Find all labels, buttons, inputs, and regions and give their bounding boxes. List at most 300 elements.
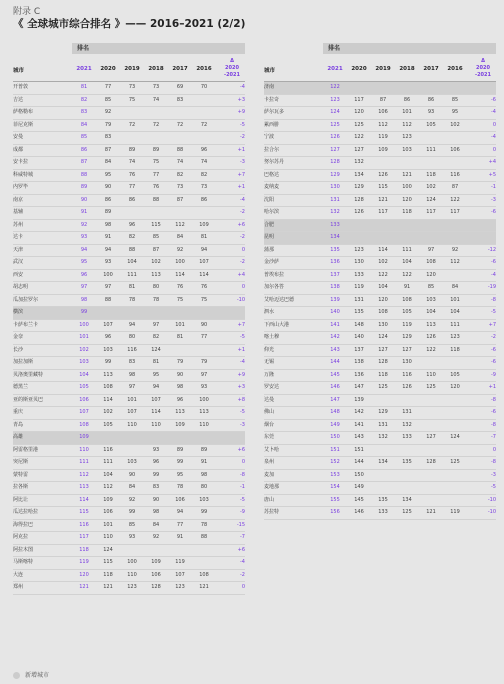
rank-change-cell: 0	[241, 246, 245, 253]
rank-change-cell: -3	[491, 196, 496, 203]
rank-cell-2018: 86	[403, 96, 411, 103]
table-row	[13, 532, 245, 545]
rank-change-cell: +3	[237, 96, 245, 103]
rank-cell-2020: 97	[104, 284, 112, 290]
rank-cell-2020: 93	[104, 259, 112, 265]
rank-cell-2020: 86	[104, 196, 112, 203]
table-row	[264, 357, 496, 370]
rank-cell-2019: 118	[378, 371, 388, 378]
rank-change-cell: +1	[237, 146, 245, 153]
rank-cell-2016: 117	[450, 209, 460, 215]
rank-cell-2020: 100	[103, 271, 113, 278]
rank-cell-2019: 134	[378, 459, 388, 465]
city-name: 蒲那	[264, 246, 275, 253]
rank-cell-2017: 73	[176, 184, 184, 190]
rank-cell-2019: 110	[127, 571, 137, 578]
rank-cell-2017: 109	[175, 421, 185, 428]
rank-cell-2017: 84	[176, 234, 184, 240]
rank-cell-2021: 81	[80, 84, 88, 90]
rank-cell-2017: 88	[176, 146, 184, 153]
year-header-2018: 2018	[148, 66, 164, 72]
year-header-2018: 2018	[399, 66, 415, 72]
rank-cell-2018: 104	[402, 259, 412, 265]
rank-cell-2019: 122	[378, 271, 388, 278]
rank-cell-2016: 122	[450, 196, 460, 203]
rank-cell-2018: 95	[152, 371, 160, 378]
rank-cell-2016: 94	[200, 246, 208, 253]
legend-label: 新增城市	[25, 672, 50, 679]
table-row	[264, 470, 496, 483]
city-name: 拉合尔	[264, 146, 280, 153]
rank-cell-2021: 98	[80, 296, 88, 303]
rank-cell-2021: 115	[79, 509, 89, 515]
table-row	[264, 495, 496, 508]
rank-cell-2020: 134	[354, 171, 364, 178]
city-name: 海得拉巴	[13, 521, 34, 528]
table-row	[13, 407, 245, 420]
rank-cell-2021: 110	[79, 446, 89, 453]
rank-cell-2016: 109	[199, 221, 209, 228]
rank-cell-2018: 129	[402, 334, 412, 340]
table-row	[13, 307, 245, 320]
rank-cell-2017: 85	[427, 284, 435, 290]
rank-cell-2016: 79	[200, 359, 208, 365]
table-row	[13, 220, 245, 233]
city-name: 瓜达拉哈拉	[13, 509, 39, 515]
new-city-legend-swatch	[13, 672, 20, 679]
rank-cell-2019: 130	[378, 321, 388, 328]
rank-cell-2018: 111	[402, 246, 412, 253]
city-name: 重庆	[13, 409, 24, 415]
rank-change-cell: -5	[240, 409, 245, 415]
rank-change-cell: -7	[240, 534, 245, 540]
rank-cell-2021: 133	[330, 221, 340, 228]
table-row	[13, 295, 245, 308]
city-name: 昆明	[264, 234, 275, 240]
city-name: 亚的斯亚贝巴	[13, 396, 44, 403]
city-name: 拉各斯	[13, 484, 29, 490]
table-row	[264, 320, 496, 333]
rank-cell-2021: 141	[330, 321, 340, 328]
table-row	[264, 370, 496, 383]
rank-cell-2021: 91	[80, 209, 88, 215]
rank-cell-2021: 123	[330, 96, 340, 103]
rank-cell-2021: 147	[330, 396, 340, 403]
rank-cell-2020: 83	[104, 134, 112, 140]
city-name: 普埃布拉	[264, 271, 285, 278]
rank-cell-2021: 136	[330, 259, 340, 265]
rank-cell-2016: 106	[450, 146, 460, 153]
city-name: 无锡	[264, 359, 275, 365]
rank-cell-2017: 76	[176, 284, 184, 290]
rank-cell-2019: 114	[378, 246, 388, 253]
table-row	[13, 232, 245, 245]
city-name: 沈阳	[264, 196, 275, 203]
table-row	[13, 395, 245, 408]
rank-cell-2017: 78	[176, 484, 184, 490]
rank-change-cell: -4	[240, 196, 245, 203]
rank-change-cell: -1	[240, 484, 245, 490]
rank-cell-2017: 87	[176, 196, 184, 203]
rank-cell-2016: 114	[199, 271, 209, 278]
rank-cell-2020: 133	[354, 271, 364, 278]
rank-cell-2018: 126	[402, 384, 412, 390]
rank-cell-2017: 90	[176, 371, 184, 378]
rank-cell-2020: 137	[354, 346, 364, 353]
rank-cell-2017: 121	[426, 509, 436, 515]
table-row	[264, 120, 496, 133]
rank-change-cell: +1	[237, 346, 245, 353]
rank-cell-2018: 119	[402, 321, 412, 328]
appendix-label: 附录 C	[13, 7, 41, 17]
city-name: 金奈	[13, 334, 24, 340]
rank-change-cell: +3	[237, 384, 245, 390]
rank-cell-2018: 134	[402, 496, 412, 503]
rank-change-cell: -10	[236, 296, 245, 303]
rank-cell-2021: 122	[330, 84, 340, 90]
column-header-row	[13, 56, 245, 82]
rank-change-cell: -5	[240, 496, 245, 503]
rank-cell-2021: 152	[330, 459, 340, 465]
city-name: 麦加	[264, 471, 275, 478]
table-row	[264, 407, 496, 420]
rank-cell-2019: 100	[127, 559, 137, 565]
rank-cell-2019: 102	[378, 259, 388, 265]
rank-cell-2019: 124	[378, 334, 388, 340]
rank-cell-2016: 112	[450, 259, 460, 265]
rank-cell-2016: 82	[200, 171, 208, 178]
table-row	[13, 370, 245, 383]
rank-change-cell: 0	[241, 284, 245, 290]
rank-cell-2020: 127	[354, 146, 364, 153]
rank-cell-2018: 103	[402, 146, 412, 153]
rank-cell-2020: 95	[104, 171, 112, 178]
rank-cell-2016: 78	[200, 521, 208, 528]
year-header-2021: 2021	[327, 66, 343, 72]
table-row	[264, 382, 496, 395]
table-row	[264, 270, 496, 283]
rank-cell-2019: 78	[128, 296, 136, 303]
column-header-row	[264, 56, 496, 82]
rank-cell-2020: 141	[354, 421, 364, 428]
rank-cell-2016: 98	[200, 471, 208, 478]
rank-cell-2018: 91	[403, 284, 411, 290]
rank-cell-2016: 74	[200, 159, 208, 165]
rank-change-cell: +4	[237, 271, 245, 278]
rank-cell-2016: 96	[200, 146, 208, 153]
rank-cell-2020: 143	[354, 434, 364, 440]
rank-cell-2020: 106	[103, 509, 113, 515]
rank-change-cell: 0	[492, 121, 496, 128]
city-name: 阿比让	[13, 496, 29, 503]
rank-cell-2019: 81	[128, 284, 136, 290]
rank-cell-2018: 101	[402, 109, 412, 115]
table-row	[264, 445, 496, 458]
rank-cell-2021: 130	[330, 184, 340, 190]
rank-cell-2019: 106	[378, 109, 388, 115]
city-name: 金沙萨	[264, 259, 280, 265]
rank-cell-2017: 128	[426, 459, 436, 465]
rank-cell-2017: 77	[176, 521, 184, 528]
rank-cell-2021: 139	[330, 296, 340, 303]
rank-cell-2021: 94	[80, 246, 88, 253]
rank-cell-2021: 109	[79, 434, 89, 440]
rank-cell-2017: 127	[426, 434, 436, 440]
city-name: 西安	[13, 271, 24, 278]
rank-cell-2016: 93	[200, 384, 208, 390]
year-header-2016: 2016	[196, 66, 212, 72]
rank-cell-2019: 107	[127, 409, 137, 415]
rank-cell-2021: 87	[80, 159, 88, 165]
rank-cell-2018: 107	[151, 396, 161, 403]
rank-cell-2021: 101	[79, 334, 89, 340]
rank-cell-2018: 87	[152, 246, 160, 253]
rank-cell-2018: 85	[152, 234, 160, 240]
rank-cell-2021: 127	[330, 146, 340, 153]
rank-cell-2016: 116	[450, 171, 460, 178]
rank-change-cell: +7	[237, 321, 245, 328]
city-name: 哈尔滨	[264, 209, 280, 215]
rank-cell-2021: 154	[330, 484, 340, 490]
legend	[13, 670, 49, 679]
rank-cell-2017: 106	[175, 496, 185, 503]
rank-cell-2020: 142	[354, 409, 364, 415]
rank-cell-2021: 82	[80, 96, 88, 103]
rank-cell-2021: 89	[80, 184, 88, 190]
rank-cell-2020: 138	[354, 359, 364, 365]
rank-cell-2018: 113	[151, 271, 161, 278]
rank-cell-2021: 95	[80, 259, 88, 265]
table-row	[13, 507, 245, 520]
city-name: 青岛	[13, 421, 24, 428]
rank-cell-2021: 83	[80, 109, 88, 115]
city-name: 贝洛奥里藏特	[13, 371, 44, 378]
rank-cell-2018: 90	[152, 496, 160, 503]
city-name: 加拉加斯	[13, 359, 34, 365]
rank-cell-2017: 79	[176, 359, 184, 365]
table-row	[264, 132, 496, 145]
rank-cell-2019: 73	[128, 84, 136, 90]
rank-cell-2016: 70	[200, 84, 208, 90]
rank-cell-2020: 132	[354, 159, 364, 165]
city-name: 努尔苏丹	[264, 159, 285, 165]
rank-group-header: 排名	[72, 43, 245, 54]
table-row	[264, 245, 496, 258]
city-name: 万隆	[264, 371, 275, 378]
rank-cell-2020: 104	[103, 471, 113, 478]
rank-cell-2021: 120	[79, 571, 89, 578]
city-name: 安卡拉	[13, 159, 29, 165]
rank-change-cell: -5	[240, 121, 245, 128]
rank-cell-2021: 135	[330, 246, 340, 253]
rank-change-cell: +4	[488, 159, 496, 165]
city-name: 阿克拉	[13, 534, 29, 540]
rank-cell-2017: 89	[176, 446, 184, 453]
city-name: 累西腓	[264, 121, 280, 128]
rank-cell-2020: 114	[103, 396, 113, 403]
rank-cell-2016: 125	[450, 459, 460, 465]
rank-cell-2020: 108	[103, 384, 113, 390]
rank-cell-2019: 84	[128, 484, 136, 490]
rank-cell-2018: 106	[151, 571, 161, 578]
rank-cell-2019: 126	[378, 171, 388, 178]
rank-cell-2019: 72	[128, 121, 136, 128]
rank-cell-2020: 103	[103, 346, 113, 353]
rank-cell-2016: 97	[200, 371, 208, 378]
rank-cell-2021: 117	[79, 534, 89, 540]
rank-cell-2017: 125	[426, 384, 436, 390]
table-row	[264, 170, 496, 183]
rank-cell-2017: 94	[176, 509, 184, 515]
rank-cell-2018: 130	[402, 359, 412, 365]
table-row	[264, 220, 496, 233]
rank-cell-2020: 113	[103, 371, 113, 378]
rank-cell-2019: 104	[127, 259, 137, 265]
rank-change-cell: +6	[237, 446, 245, 453]
rank-cell-2020: 94	[104, 246, 112, 253]
table-row	[264, 257, 496, 270]
city-name: 安曼	[13, 134, 24, 140]
rank-cell-2017: 114	[175, 271, 185, 278]
city-name: 罗安达	[264, 384, 280, 390]
table-row	[13, 95, 245, 108]
table-row	[13, 482, 245, 495]
rank-cell-2018: 82	[152, 334, 160, 340]
rank-cell-2017: 69	[176, 84, 184, 90]
table-row	[13, 245, 245, 258]
rank-cell-2017: 92	[176, 246, 184, 253]
rank-cell-2018: 76	[152, 184, 160, 190]
rank-cell-2019: 119	[378, 134, 388, 140]
year-header-2019: 2019	[124, 66, 140, 72]
rank-change-cell: +9	[237, 109, 245, 115]
rank-cell-2020: 145	[354, 496, 364, 503]
rank-cell-2018: 115	[151, 221, 161, 228]
rank-cell-2020: 96	[104, 334, 112, 340]
rank-cell-2019: 92	[128, 496, 136, 503]
rank-change-cell: +1	[488, 384, 496, 390]
rank-change-cell: -3	[240, 421, 245, 428]
rank-cell-2020: 79	[104, 121, 112, 128]
table-row	[13, 432, 245, 445]
rank-cell-2021: 103	[79, 359, 89, 365]
rank-cell-2021: 124	[330, 109, 340, 115]
rank-cell-2018: 83	[152, 484, 160, 490]
year-header-2020: 2020	[100, 66, 116, 72]
rank-cell-2021: 121	[79, 584, 89, 590]
rank-cell-2020: 90	[104, 184, 112, 190]
rank-cell-2019: 80	[128, 334, 136, 340]
rank-cell-2016: 113	[199, 409, 209, 415]
rank-cell-2017: 98	[176, 384, 184, 390]
rank-cell-2018: 132	[402, 421, 412, 428]
city-name: 泉州	[264, 459, 275, 465]
rank-cell-2020: 88	[104, 296, 112, 303]
rank-cell-2020: 99	[104, 359, 112, 365]
rank-cell-2020: 123	[354, 246, 364, 253]
rank-change-cell: +5	[488, 171, 496, 178]
table-row	[13, 170, 245, 183]
rank-cell-2020: 111	[103, 459, 113, 465]
rank-cell-2018: 84	[152, 521, 160, 528]
rank-cell-2020: 115	[103, 559, 113, 565]
rank-cell-2021: 92	[80, 221, 88, 228]
rank-change-cell: -4	[240, 359, 245, 365]
rank-cell-2016: 90	[200, 321, 208, 328]
city-name: 萨格勒布	[13, 109, 34, 115]
rank-cell-2019: 97	[128, 384, 136, 390]
city-name: 萨尔瓦多	[264, 109, 285, 115]
table-row	[264, 457, 496, 470]
rank-cell-2016: 108	[199, 571, 209, 578]
rank-cell-2016: 121	[199, 584, 209, 590]
rank-change-cell: 0	[241, 459, 245, 465]
rank-cell-2018: 99	[152, 471, 160, 478]
table-row	[264, 232, 496, 245]
rank-cell-2019: 110	[127, 421, 137, 428]
rank-cell-2020: 131	[354, 296, 364, 303]
rank-change-cell: -19	[487, 284, 496, 290]
rank-change-cell: -1	[491, 184, 496, 190]
rank-cell-2021: 144	[330, 359, 340, 365]
city-name: 卡萨布兰卡	[13, 321, 39, 328]
city-name: 合肥	[264, 221, 275, 228]
rank-cell-2021: 146	[330, 384, 340, 390]
rank-cell-2020: 116	[103, 446, 113, 453]
table-row	[13, 107, 245, 120]
table-row	[264, 207, 496, 220]
rank-cell-2018: 123	[402, 134, 412, 140]
rank-cell-2021: 119	[79, 559, 89, 565]
rank-change-cell: 0	[492, 446, 496, 453]
city-name: 德黑兰	[13, 384, 29, 390]
table-row	[13, 182, 245, 195]
table-row	[264, 282, 496, 295]
city-name: 天津	[13, 246, 24, 253]
city-name: 卡拉奇	[264, 96, 280, 103]
rank-change-cell: -6	[491, 346, 496, 353]
rank-cell-2020: 148	[354, 321, 364, 328]
rank-change-cell: -4	[240, 84, 245, 90]
rank-cell-2016: 119	[450, 509, 460, 515]
rank-cell-2018: 122	[402, 271, 412, 278]
city-name: 巴格达	[264, 171, 280, 178]
city-name: 阿雷格里港	[13, 446, 39, 453]
rank-cell-2018: 77	[152, 171, 160, 178]
rank-cell-2017: 86	[427, 96, 435, 103]
rank-cell-2021: 137	[330, 271, 340, 278]
rank-cell-2019: 128	[378, 359, 388, 365]
rank-cell-2017: 122	[426, 346, 436, 353]
rank-cell-2018: 78	[152, 296, 160, 303]
city-name: 唐山	[264, 496, 275, 503]
rank-cell-2016: 100	[199, 396, 209, 403]
table-row	[13, 132, 245, 145]
city-name: 成都	[13, 146, 24, 153]
rank-cell-2019: 86	[128, 196, 136, 203]
rank-cell-2020: 149	[354, 484, 364, 490]
rank-cell-2020: 117	[354, 96, 364, 103]
rank-cell-2019: 82	[128, 234, 136, 240]
rank-cell-2016: 99	[200, 509, 208, 515]
rank-cell-2017: 124	[426, 196, 436, 203]
rank-cell-2021: 145	[330, 371, 340, 378]
city-name: 佛山	[264, 409, 275, 415]
rank-change-cell: -4	[491, 109, 496, 115]
rank-cell-2019: 103	[127, 459, 137, 465]
rank-cell-2019: 135	[378, 496, 388, 503]
rank-cell-2019: 88	[128, 246, 136, 253]
